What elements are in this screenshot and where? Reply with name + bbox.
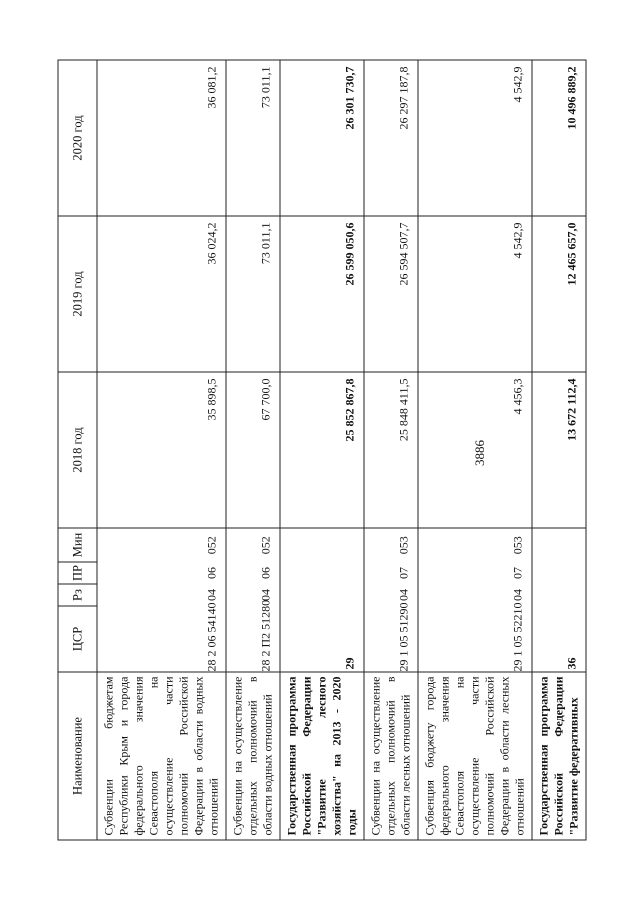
- row-csr: 28 2 06 54140: [97, 606, 226, 672]
- table-row: [418, 60, 532, 840]
- header-csr: ЦСР: [58, 606, 97, 672]
- row-min: 053: [364, 528, 418, 562]
- header-pr: ПР: [58, 562, 97, 584]
- header-2018: 2018 год: [58, 372, 97, 528]
- row-2018: 25 848 411,5: [364, 372, 418, 528]
- row-name: Субвенции на осуществление отдельных полномочий в области водных отношений: [226, 672, 280, 840]
- row-2018: 4 456,3: [418, 372, 532, 528]
- row-csr: 29: [280, 606, 364, 672]
- row-2020: 36 081,2: [97, 60, 226, 216]
- row-rz: 04: [418, 584, 532, 606]
- row-pr: 06: [97, 562, 226, 584]
- header-name: Наименование: [58, 672, 97, 840]
- table-row: [226, 60, 280, 840]
- header-rz: Рз: [58, 584, 97, 606]
- table-row: [532, 60, 586, 840]
- row-rz: [532, 584, 586, 606]
- row-min: 052: [97, 528, 226, 562]
- row-pr: 07: [418, 562, 532, 584]
- row-2020: 10 496 889,2: [532, 60, 586, 216]
- row-2018: 67 700,0: [226, 372, 280, 528]
- row-csr: 29 1 05 52210: [418, 606, 532, 672]
- row-2020: 26 301 730,7: [280, 60, 364, 216]
- row-2018: 13 672 112,4: [532, 372, 586, 528]
- row-rz: 04: [226, 584, 280, 606]
- header-2020: 2020 год: [58, 60, 97, 216]
- row-name: Субвенции бюджетам Республики Крым и города федерального значения Севастополя на осуществление части полномочий Российской Федерации в области водных отношений: [97, 672, 226, 840]
- row-name: Субвенции на осуществление отдельных полномочий в области лесных отношений: [364, 672, 418, 840]
- row-2019: 26 599 050,6: [280, 216, 364, 372]
- row-2020: 26 297 187,8: [364, 60, 418, 216]
- row-2020: 4 542,9: [418, 60, 532, 216]
- row-name: Государственная программа Российской Федерации "Развитие лесного хозяйства" на 2013 - 2020 годы: [280, 672, 364, 840]
- row-name: Субвенция бюджету города федерального значения Севастополя на осуществление части полномочий Российской Федерации в области лесных отношений: [418, 672, 532, 840]
- budget-table-rotated: [58, 60, 583, 840]
- table-row: [280, 60, 364, 840]
- row-csr: 36: [532, 606, 586, 672]
- row-2019: 36 024,2: [97, 216, 226, 372]
- row-2018: 25 852 867,8: [280, 372, 364, 528]
- row-min: [280, 528, 364, 562]
- row-pr: 06: [226, 562, 280, 584]
- page-number: 3886: [472, 440, 487, 466]
- row-csr: 28 2 П2 51280: [226, 606, 280, 672]
- table-row: [97, 60, 226, 840]
- row-csr: 29 1 05 51290: [364, 606, 418, 672]
- row-2019: 73 011,1: [226, 216, 280, 372]
- table-header-row: [58, 60, 97, 840]
- row-pr: 07: [364, 562, 418, 584]
- row-2019: 26 594 507,7: [364, 216, 418, 372]
- row-2019: 12 465 657,0: [532, 216, 586, 372]
- row-rz: [280, 584, 364, 606]
- header-2019: 2019 год: [58, 216, 97, 372]
- row-2018: 35 898,5: [97, 372, 226, 528]
- header-min: Мин: [58, 528, 97, 562]
- row-pr: [532, 562, 586, 584]
- row-min: [532, 528, 586, 562]
- row-name: Государственная программа Российской Федерации "Развитие федеративных: [532, 672, 586, 840]
- row-2020: 73 011,1: [226, 60, 280, 216]
- row-rz: 04: [364, 584, 418, 606]
- row-pr: [280, 562, 364, 584]
- table-row: [364, 60, 418, 840]
- budget-table: [58, 59, 587, 840]
- row-min: 052: [226, 528, 280, 562]
- row-rz: 04: [97, 584, 226, 606]
- row-2019: 4 542,9: [418, 216, 532, 372]
- row-min: 053: [418, 528, 532, 562]
